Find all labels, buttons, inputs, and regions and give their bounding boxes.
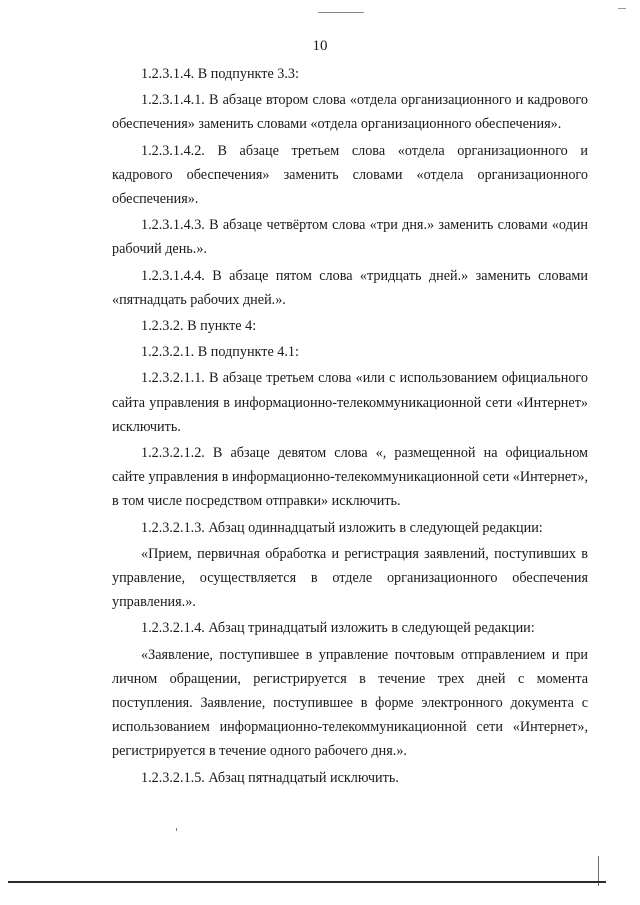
paragraph-1-2-3-2-1-4: 1.2.3.2.1.4. Абзац тринадцатый изложить в следующей редакции: xyxy=(141,620,535,637)
paragraph-1-2-3-2-1-5: 1.2.3.2.1.5. Абзац пятнадцатый исключить. xyxy=(141,769,399,786)
paragraph-1-2-3-1-4-4: 1.2.3.1.4.4. В абзаце пятом слова «тридцать дней.» заменить словами «пятнадцать рабочих дней.». xyxy=(112,267,588,308)
paragraph-1-2-3-1-4-1: 1.2.3.1.4.1. В абзаце втором слова «отдела организационного и кадрового обеспечения» заменить словами «отдела организационного обеспечения». xyxy=(112,92,588,133)
paragraph-1-2-3-2-1-2: 1.2.3.2.1.2. В абзаце девятом слова «, размещенной на официальном сайте управления в информационно-телекоммуникационной сети «Интернет», в том числе посредством отправки» исключить. xyxy=(112,445,588,510)
paragraph-1-2-3-1-4-2: 1.2.3.1.4.2. В абзаце третьем слова «отдела организационного и кадрового обеспечения» заменить словами «отдела организационного обеспечения». xyxy=(112,142,588,208)
paragraph-1-2-3-2: 1.2.3.2. В пункте 4: xyxy=(141,318,257,335)
scan-artifact-bottom-line xyxy=(8,881,606,883)
paragraph-1-2-3-1-4-3: 1.2.3.1.4.3. В абзаце четвёртом слова «три дня.» заменить словами «один рабочий день.». xyxy=(112,217,588,258)
scan-artifact-corner-mark xyxy=(618,8,626,9)
paragraph-1-2-3-2-1-3: 1.2.3.2.1.3. Абзац одиннадцатый изложить в следующей редакции: xyxy=(141,519,543,536)
scan-artifact-speck xyxy=(176,828,177,831)
quoted-paragraph-11: «Прием, первичная обработка и регистрация заявлений, поступивших в управление, осуществляется в отделе организационного обеспечения управления.». xyxy=(112,545,588,611)
paragraph-1-2-3-1-4: 1.2.3.1.4. В подпункте 3.3: xyxy=(141,66,299,82)
document-body xyxy=(112,62,588,790)
page-number: 10 xyxy=(312,38,328,54)
quoted-paragraph-13: «Заявление, поступившее в управление почтовым отправлением и при личном обращении, регистрируется в течение трех дней с момента поступления. Заявление, поступившее в форме электронного документа с использованием информационно-телекоммуникационной сети «Интернет», регистрируется в течение одного рабочего дня.». xyxy=(112,646,588,760)
scan-artifact-top-line xyxy=(318,12,364,13)
paragraph-1-2-3-2-1: 1.2.3.2.1. В подпункте 4.1: xyxy=(141,344,299,361)
paragraph-1-2-3-2-1-1: 1.2.3.2.1.1. В абзаце третьем слова «или с использованием официального сайта управления в информационно-телекоммуникационной сети «Интернет» исключить. xyxy=(112,370,588,435)
